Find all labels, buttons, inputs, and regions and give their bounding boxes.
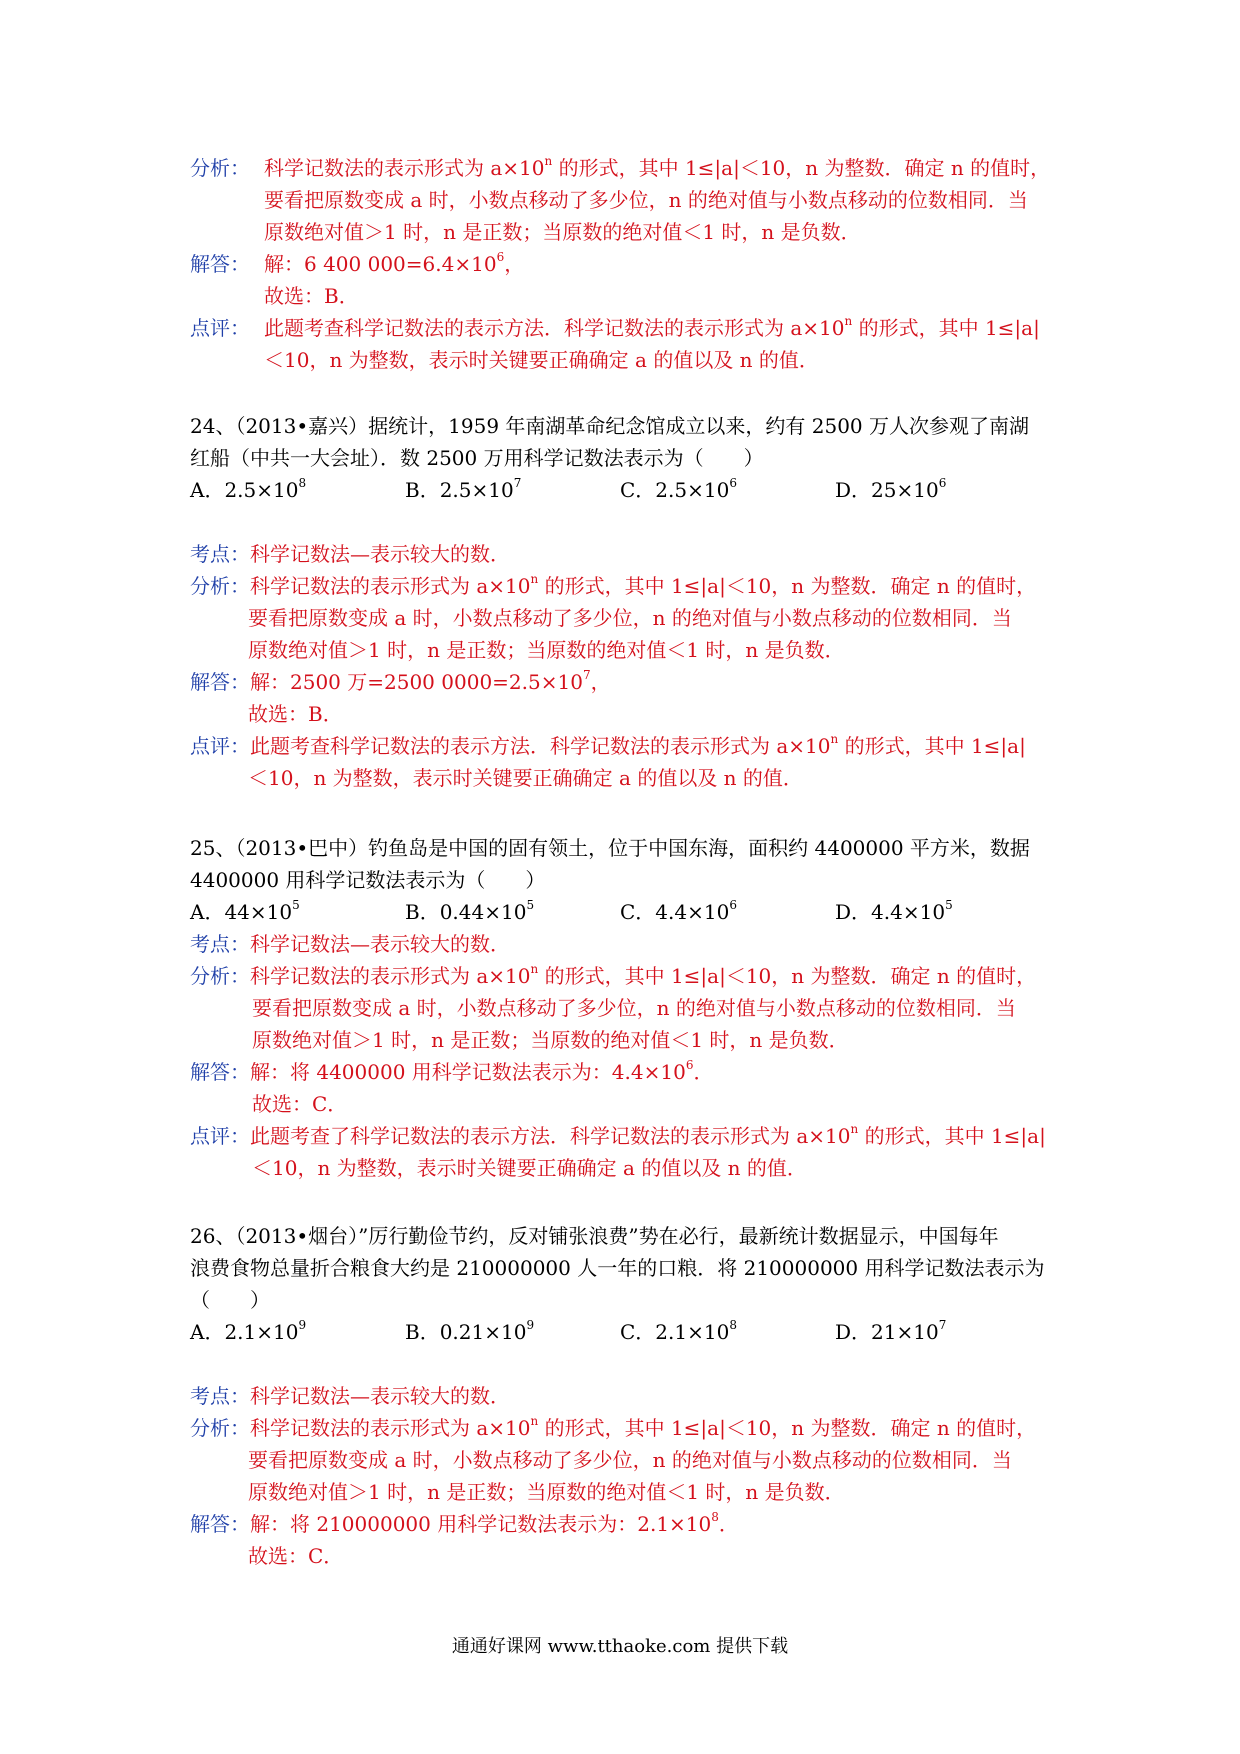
analysis-line: 原数绝对值＞1 时，n 是正数；当原数的绝对值＜1 时，n 是负数．: [252, 1028, 849, 1052]
answer-line: 解答： 解：6 400 $000=6.4\times 10^6$，: [190, 250, 525, 276]
question-stem: （ ）: [190, 1288, 270, 1312]
question-stem: 红船（中共一大会址）．数 2500 万用科学记数法表示为（ ）: [190, 446, 764, 470]
point-line: 考点：科学记数法—表示较大的数．: [190, 932, 510, 956]
analysis-line: 分析： 科学记数法的表示形式为 $a\times 10^n$ 的形式，其中 1≤|a|＜10，n 为整数．确定 n 的值时，: [190, 154, 1051, 180]
comment-label: 点评：: [190, 1124, 250, 1148]
comment-line: ＜10，n 为整数，表示时关键要正确确定 a 的值以及 n 的值．: [264, 348, 819, 372]
answer-label: 解答：: [190, 1512, 250, 1536]
analysis-line: 原数绝对值＞1 时，n 是正数；当原数的绝对值＜1 时，n 是负数．: [248, 1480, 845, 1504]
page-footer: 通通好课网 www.tthaoke.com 提供下载: [451, 1636, 789, 1657]
point-line: 考点：科学记数法—表示较大的数．: [190, 1384, 510, 1408]
analysis-label: 分析：: [190, 574, 250, 598]
choice-c: C．$2.1\times 10^8$: [620, 1318, 737, 1344]
choose-line: 故选：C．: [248, 1544, 344, 1568]
choice-d: D．$21\times 10^7$: [835, 1318, 947, 1344]
answer-label: 解答：: [190, 252, 250, 276]
analysis-line: 要看把原数变成 a 时，小数点移动了多少位，n 的绝对值与小数点移动的位数相同．当: [264, 188, 1028, 212]
choice-a: A．$2.1\times 10^9$: [190, 1318, 307, 1344]
choice-c: C．$4.4\times 10^6$: [620, 898, 737, 924]
question-stem: 26、（2013•烟台）”厉行勤俭节约，反对铺张浪费”势在必行，最新统计数据显示，中国每年: [190, 1224, 999, 1248]
analysis-line: 要看把原数变成 a 时，小数点移动了多少位，n 的绝对值与小数点移动的位数相同．当: [252, 996, 1016, 1020]
comment-label: 点评：: [190, 316, 250, 340]
question-stem: 25、（2013•巴中）钓鱼岛是中国的固有领土，位于中国东海，面积约 4400000 平方米，数据: [190, 836, 1030, 860]
answer-line: 解答：解：将 4400000 用科学记数法表示为：$4.4\times 10^6$．: [190, 1058, 714, 1084]
choice-d: D．$4.4\times 10^5$: [835, 898, 953, 924]
point-label: 考点：: [190, 932, 250, 956]
answer-line: 解答：解：将 210000000 用科学记数法表示为：$2.1\times 10^8$．: [190, 1510, 739, 1536]
comment-line: ＜10，n 为整数，表示时关键要正确确定 a 的值以及 n 的值．: [252, 1156, 807, 1180]
choice-a: A．$44\times 10^5$: [190, 898, 300, 924]
comment-label: 点评：: [190, 734, 250, 758]
comment-line: ＜10，n 为整数，表示时关键要正确确定 a 的值以及 n 的值．: [248, 766, 803, 790]
analysis-line: 原数绝对值＞1 时，n 是正数；当原数的绝对值＜1 时，n 是负数．: [248, 638, 845, 662]
choose-line: 故选：C．: [252, 1092, 348, 1116]
analysis-line: 要看把原数变成 a 时，小数点移动了多少位，n 的绝对值与小数点移动的位数相同．当: [248, 606, 1012, 630]
question-stem: 4400000 用科学记数法表示为（ ）: [190, 868, 546, 892]
analysis-line: 要看把原数变成 a 时，小数点移动了多少位，n 的绝对值与小数点移动的位数相同．当: [248, 1448, 1012, 1472]
analysis-line: 原数绝对值＞1 时，n 是正数；当原数的绝对值＜1 时，n 是负数．: [264, 220, 861, 244]
point-line: 考点：科学记数法—表示较大的数．: [190, 542, 510, 566]
choice-b: B．$0.44\times 10^5$: [405, 898, 535, 924]
choice-b: B．$2.5\times 10^7$: [405, 476, 522, 502]
answer-label: 解答：: [190, 670, 250, 694]
choice-c: C．$2.5\times 10^6$: [620, 476, 737, 502]
comment-line: 点评：此题考查科学记数法的表示方法．科学记数法的表示形式为 $a\times 10^n$ 的形式，其中 1≤|a|: [190, 732, 1026, 758]
answer-label: 解答：: [190, 1060, 250, 1084]
question-stem: 浪费食物总量折合粮食大约是 210000000 人一年的口粮．将 210000000 用科学记数法表示为: [190, 1256, 1045, 1280]
choose-line: 故选：B．: [248, 702, 343, 726]
analysis-label: 分析：: [190, 1416, 250, 1440]
point-label: 考点：: [190, 1384, 250, 1408]
choice-a: A．$2.5\times 10^8$: [190, 476, 307, 502]
analysis-label: 分析：: [190, 156, 250, 180]
analysis-label: 分析：: [190, 964, 250, 988]
choice-b: B．$0.21\times 10^9$: [405, 1318, 535, 1344]
choose-line: 故选：B．: [264, 284, 359, 308]
choice-d: D．$25\times 10^6$: [835, 476, 947, 502]
analysis-line: 分析：科学记数法的表示形式为 $a\times 10^n$ 的形式，其中 1≤|a|＜10，n 为整数．确定 n 的值时，: [190, 572, 1037, 598]
question-stem: 24、（2013•嘉兴）据统计，1959 年南湖革命纪念馆成立以来，约有 2500 万人次参观了南湖: [190, 414, 1030, 438]
comment-line: 点评：此题考查了科学记数法的表示方法．科学记数法的表示形式为 $a\times 10^n$ 的形式，其中 1≤|a|: [190, 1122, 1046, 1148]
comment-line: 点评： 此题考查科学记数法的表示方法．科学记数法的表示形式为 $a\times 10^n$ 的形式，其中 1≤|a|: [190, 314, 1040, 340]
analysis-line: 分析：科学记数法的表示形式为 $a\times 10^n$ 的形式，其中 1≤|a|＜10，n 为整数．确定 n 的值时，: [190, 962, 1037, 988]
answer-line: 解答：解：2500 万=2500 $0000=2.5\times 10^7$，: [190, 668, 611, 694]
point-label: 考点：: [190, 542, 250, 566]
analysis-line: 分析：科学记数法的表示形式为 $a\times 10^n$ 的形式，其中 1≤|a|＜10，n 为整数．确定 n 的值时，: [190, 1414, 1037, 1440]
